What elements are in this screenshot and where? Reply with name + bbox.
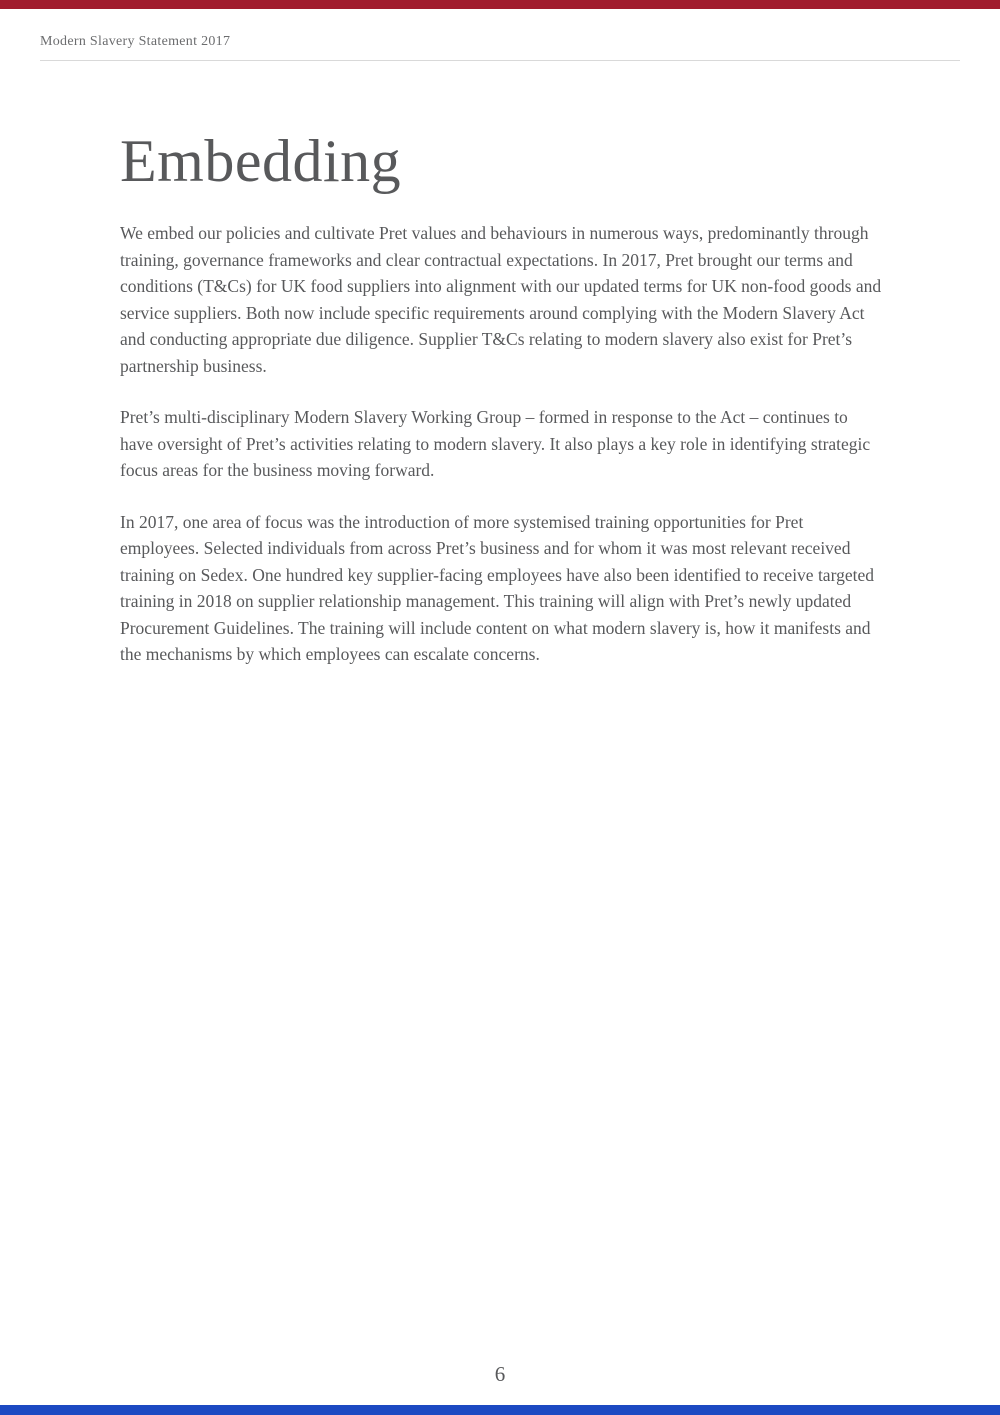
page-footer bbox=[0, 1362, 1000, 1387]
section-title: Embedding bbox=[120, 128, 402, 194]
top-accent-bar bbox=[0, 0, 1000, 9]
bottom-accent-bar bbox=[0, 1405, 1000, 1415]
paragraph: We embed our policies and cultivate Pret values and behaviours in numerous ways, predominantly through training, governance frameworks and clear contractual expectations. In 2017, Pret brought our terms and conditions (T&Cs) for UK food suppliers into alignment with our updated terms for UK non-food goods and service suppliers. Both now include specific requirements around complying with the Modern Slavery Act and conducting appropriate due diligence. Supplier T&Cs relating to modern slavery also exist for Pret’s partnership business. bbox=[120, 223, 882, 376]
main-content bbox=[120, 128, 882, 693]
body-copy bbox=[120, 220, 882, 668]
paragraph: In 2017, one area of focus was the introduction of more systemised training opportunities for Pret employees. Selected individuals from across Pret’s business and for whom it was most relevant received training on Sedex. One hundred key supplier-facing employees have also been identified to receive targeted training in 2018 on supplier relationship management. This training will align with Pret’s newly updated Procurement Guidelines. The training will include content on what modern slavery is, how it manifests and the mechanisms by which employees can escalate concerns. bbox=[120, 511, 874, 664]
page-header bbox=[40, 34, 960, 61]
header-divider bbox=[40, 60, 960, 61]
page-number: 6 bbox=[494, 1362, 506, 1386]
paragraph: Pret’s multi-disciplinary Modern Slavery Working Group – formed in response to the Act – continues to have oversight of Pret’s activities relating to modern slavery. It also plays a key role in identifying strategic focus areas for the business moving forward. bbox=[120, 407, 871, 480]
document-title: Modern Slavery Statement 2017 bbox=[40, 34, 231, 49]
